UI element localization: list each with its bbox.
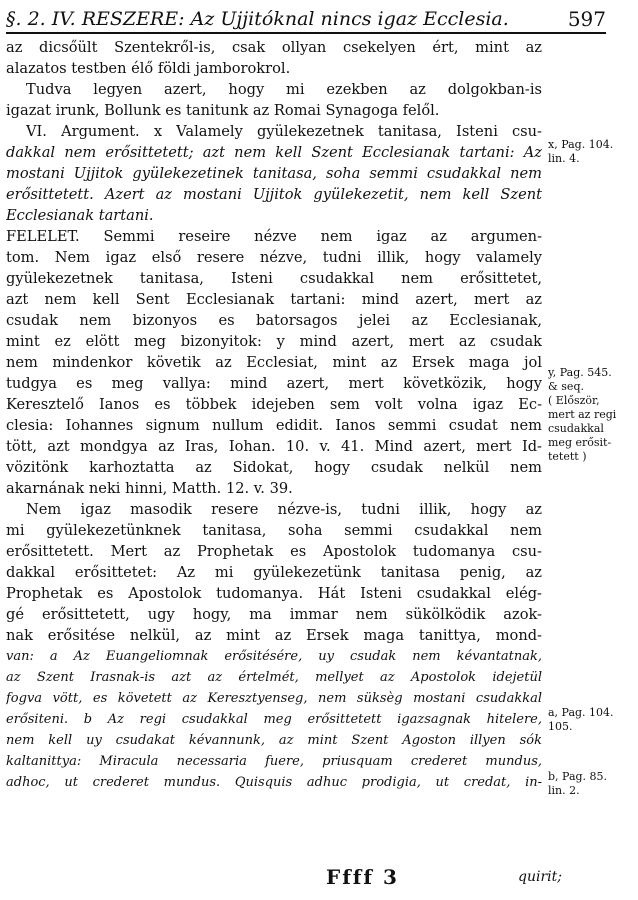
text-line: nem kell uy csudakat kévannunk, az mint Szent Agoston illyen sók bbox=[6, 733, 542, 748]
margin-note-x: x, Pag. 104. lin. 4. bbox=[548, 138, 614, 165]
text-line: mostani Ujjitok gyülekezetinek tanitasa, soha semmi csudakkal nem bbox=[6, 165, 542, 182]
body-text bbox=[6, 37, 542, 793]
margin-note-a: a, Pag. 104. 105. bbox=[548, 706, 614, 733]
text-line: adhoc, ut crederet mundus. Quisquis adhuc prodigia, ut credat, in- bbox=[6, 775, 542, 790]
text-line: Prophetak es Apostolok tudomanya. Hát Isteni csudakkal elég- bbox=[6, 585, 542, 602]
text-line: tom. Nem igaz első resere nézve, tudni illik, hogy valamely bbox=[6, 249, 542, 266]
margin-note-y: y, Pag. 545. & seq. ( Először, mert az regi csudakkal meg erősit- tetett ) bbox=[548, 366, 617, 463]
text-line: alazatos testben élő földi jamborokrol. bbox=[6, 60, 291, 77]
text-line: nem mindenkor követik az Ecclesiat, mint az Ersek maga jol bbox=[6, 354, 542, 371]
text-line: dakkal nem erősittetett; azt nem kell Szent Ecclesianak tartani: Az bbox=[6, 144, 542, 161]
text-line: dakkal erősittetet: Az mi gyülekezetünk tanitasa penig, az bbox=[6, 564, 542, 581]
running-title: §. 2. IV. RESZERE: Az Ujjitóknal nincs igaz Ecclesia. bbox=[6, 8, 509, 30]
catchword: quirit; bbox=[518, 869, 562, 885]
page-number: 597 bbox=[567, 7, 606, 31]
text-line: erősittetett. Azert az mostani Ujjitok gyülekezetit, nem kell Szent bbox=[6, 186, 542, 203]
text-line: erősiteni. b Az regi csudakkal meg erősittetett igazsagnak hitelere, bbox=[6, 712, 542, 727]
text-line: az Szent Irasnak-is azt az értelmét, mellyet az Apostolok idejetül bbox=[6, 670, 542, 685]
argument-heading: VI. Argument. x Valamely gyülekezetnek tanitasa, Isteni csu- bbox=[26, 123, 542, 140]
text-line: mi gyülekezetünknek tanitasa, soha semmi csudakkal nem bbox=[6, 522, 542, 539]
text-line: erősittetett. Mert az Prophetak es Apostolok tudomanya csu- bbox=[6, 543, 542, 560]
text-line: Ecclesianak tartani. bbox=[6, 207, 154, 224]
text-line: fogva vött, es követett az Keresztyenseg, nem süksèg mostani csudakkal bbox=[6, 691, 542, 706]
text-line: gyülekezetnek tanitasa, Isteni csudakkal nem erősittetet, bbox=[6, 270, 542, 287]
text-line: tött, azt mondgya az Iras, Iohan. 10. v. 41. Mind azert, mert Id- bbox=[6, 438, 542, 455]
running-header bbox=[6, 4, 606, 34]
text-line: tudgya es meg vallya: mind azert, mert követközik, hogy bbox=[6, 375, 542, 392]
text-line: Keresztelő Ianos es többek idejeben sem volt volna igaz Ec- bbox=[6, 396, 542, 413]
text-line: mint ez elött meg bizonyitok: y mind azert, mert az csudak bbox=[6, 333, 542, 350]
text-line: Nem igaz masodik resere nézve-is, tudni illik, hogy az bbox=[26, 501, 542, 518]
text-line: az dicsőült Szentekről-is, csak ollyan csekelyen ért, mint az bbox=[6, 39, 542, 56]
text-line: azt nem kell Sent Ecclesianak tartani: mind azert, mert az bbox=[6, 291, 542, 308]
text-line: nak erősitése nelkül, az mint az Ersek maga tanittya, mond- bbox=[6, 627, 542, 644]
text-line: vözitönk karhoztatta az Sidokat, hogy csudak nelkül nem bbox=[6, 459, 542, 476]
page-footer bbox=[6, 865, 562, 893]
header-rule bbox=[6, 32, 606, 34]
text-line: akarnának neki hinni, Matth. 12. v. 39. bbox=[6, 480, 293, 497]
text-line: csudak nem bizonyos es batorsagos jelei az Ecclesianak, bbox=[6, 312, 542, 329]
text-line: van: a Az Euangeliomnak erősitésére, uy csudak nem kévantatnak, bbox=[6, 649, 542, 664]
text-line: Tudva legyen azert, hogy mi ezekben az dolgokban-is bbox=[26, 81, 542, 98]
signature-mark: Ffff 3 bbox=[326, 865, 399, 889]
text-line: gé erősittetett, ugy hogy, ma immar nem sükölködik azok- bbox=[6, 606, 542, 623]
text-line: kaltanittya: Miracula necessaria fuere, priusquam crederet mundus, bbox=[6, 754, 542, 769]
text-line: igazat irunk, Bollunk es tanitunk az Romai Synagoga felől. bbox=[6, 102, 440, 119]
margin-note-b: b, Pag. 85. lin. 2. bbox=[548, 770, 608, 797]
text-line: clesia: Iohannes signum nullum edidit. Ianos semmi csudat nem bbox=[6, 417, 542, 434]
answer-heading: FELELET. Semmi reseire nézve nem igaz az argumen- bbox=[6, 228, 542, 245]
